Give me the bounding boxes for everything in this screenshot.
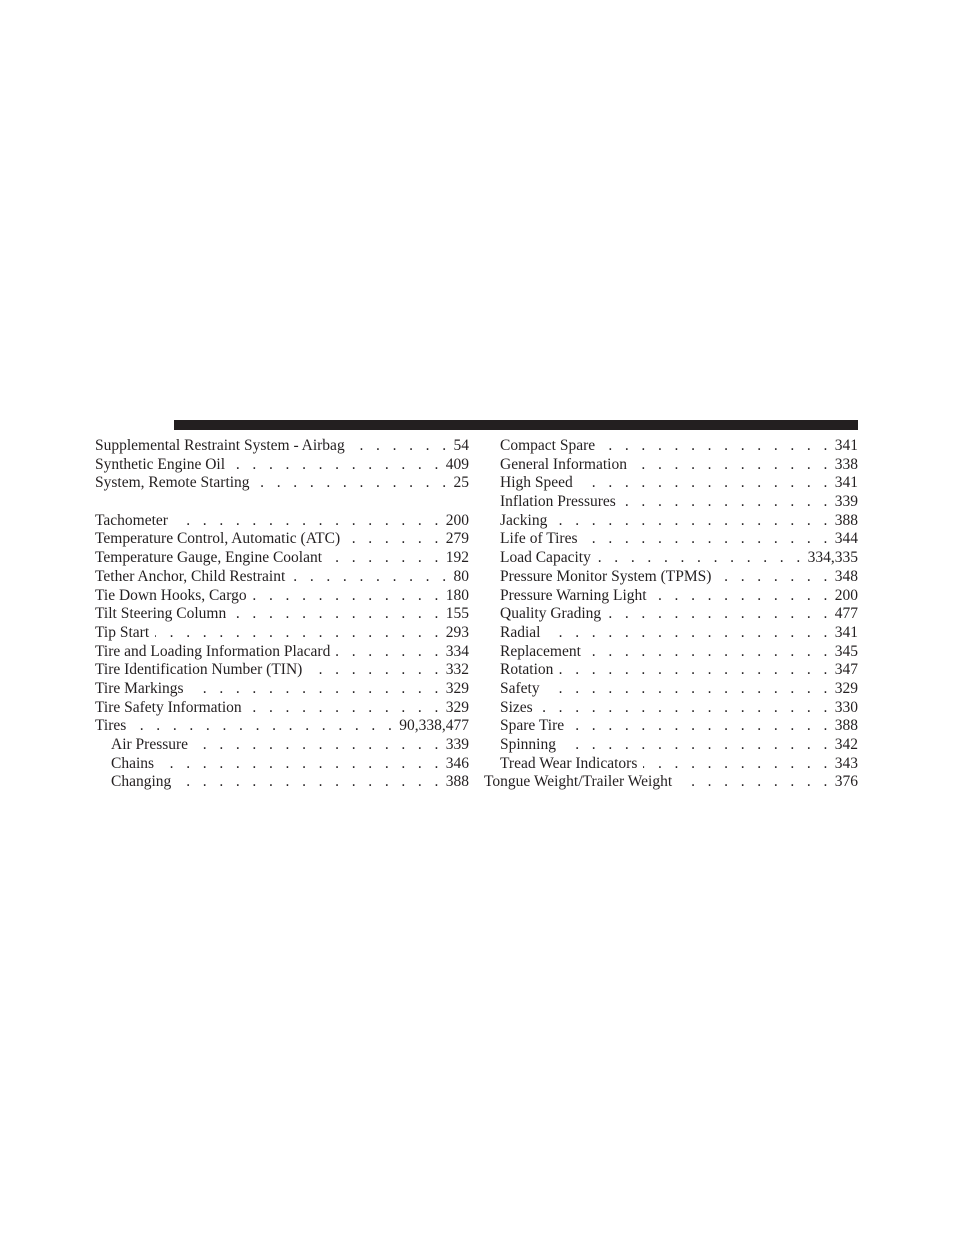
dot-leader [643, 755, 831, 774]
dot-leader [253, 587, 443, 606]
index-term: General Information [500, 455, 627, 473]
index-term: Rotation [500, 661, 554, 679]
index-entry [484, 773, 858, 792]
index-subentry [484, 568, 858, 587]
dot-leader [559, 661, 831, 680]
index-subentry [484, 437, 858, 456]
index-term: Tip Start [95, 623, 150, 641]
dot-leader [633, 456, 832, 475]
dot-leader [132, 717, 396, 736]
page-number: 155 [445, 605, 469, 623]
page-number: 388 [834, 717, 858, 735]
page-number: 341 [834, 474, 858, 492]
dot-leader [607, 605, 832, 624]
index-term: Replacement [500, 642, 581, 660]
dot-leader [177, 773, 442, 792]
dot-leader [601, 437, 832, 456]
dot-leader [190, 680, 443, 699]
page-number: 54 [453, 437, 469, 454]
index-subentry [484, 587, 858, 606]
index-subentry [484, 493, 858, 512]
page-number: 339 [834, 493, 858, 511]
index-term: Chains [111, 754, 155, 772]
index-entry [95, 661, 469, 680]
page-number: 332 [445, 661, 469, 679]
index-entry [95, 717, 469, 736]
index-column-right [484, 437, 858, 792]
index-term: Changing [111, 773, 172, 791]
page-number: 192 [445, 549, 469, 567]
dot-leader [562, 736, 832, 755]
index-term: Tire Identification Number (TIN) [95, 661, 303, 679]
page-number: 341 [834, 623, 858, 641]
dot-leader [291, 568, 450, 587]
header-bar [174, 420, 858, 430]
index-term: Pressure Monitor System (TPMS) [500, 567, 712, 585]
page-number: 329 [445, 698, 469, 716]
index-subentry [484, 512, 858, 531]
index-subentry [484, 474, 858, 493]
index-entry [95, 624, 469, 643]
index-term: Pressure Warning Light [500, 586, 647, 604]
dot-leader [579, 474, 832, 493]
index-term: Tires [95, 717, 127, 735]
page-number: 409 [445, 455, 469, 473]
index-subentry [95, 773, 469, 792]
dot-leader [584, 530, 832, 549]
page-number: 347 [834, 661, 858, 679]
page-number: 345 [834, 642, 858, 660]
page-number: 477 [834, 605, 858, 623]
page-number: 348 [834, 567, 858, 585]
dot-leader [160, 755, 443, 774]
page-number: 334 [445, 642, 469, 660]
dot-leader [174, 512, 443, 531]
dot-leader [351, 437, 451, 456]
index-term: Temperature Control, Automatic (ATC) [95, 530, 341, 548]
index-subentry [484, 680, 858, 699]
page-number: 342 [834, 736, 858, 753]
index-subentry [95, 736, 469, 755]
index-entry [95, 643, 469, 662]
page-number: 293 [445, 623, 469, 641]
page-number: 90,338,477 [399, 717, 469, 735]
dot-leader [546, 680, 832, 699]
index-entry [95, 474, 469, 493]
page-number: 388 [834, 511, 858, 529]
index-term: Synthetic Engine Oil [95, 455, 226, 473]
index-entry [95, 568, 469, 587]
dot-leader [155, 624, 443, 643]
index-subentry [484, 605, 858, 624]
index-term: Safety [500, 679, 540, 697]
dot-leader [232, 605, 443, 624]
index-entry [95, 699, 469, 718]
index-term: Tie Down Hooks, Cargo [95, 586, 247, 604]
dot-leader [570, 717, 832, 736]
index-subentry [484, 624, 858, 643]
page-number: 25 [453, 474, 469, 492]
page-number: 200 [834, 586, 858, 604]
index-subentry [484, 643, 858, 662]
index-column-left [95, 437, 469, 792]
index-term: Tire Safety Information [95, 698, 242, 716]
index-term: Sizes [500, 698, 533, 716]
index-term: Tread Wear Indicators [500, 754, 638, 772]
index-term: Load Capacity [500, 549, 591, 567]
index-term: Quality Grading [500, 605, 602, 623]
index-subentry [484, 456, 858, 475]
page-number: 334,335 [807, 549, 858, 567]
index-entry [95, 437, 469, 456]
index-subentry [484, 530, 858, 549]
index-term: Tire and Loading Information Placard [95, 642, 331, 660]
index-subentry [95, 755, 469, 774]
index-subentry [484, 661, 858, 680]
page-number: 344 [834, 530, 858, 548]
index-subentry [484, 549, 858, 568]
index-term: System, Remote Starting [95, 474, 250, 492]
index-term: Compact Spare [500, 437, 596, 454]
dot-leader [546, 624, 831, 643]
index-term: Jacking [500, 511, 548, 529]
page-number: 279 [445, 530, 469, 548]
dot-leader [587, 643, 832, 662]
page-number: 341 [834, 437, 858, 454]
index-term: Spare Tire [500, 717, 565, 735]
index-entry [95, 530, 469, 549]
index-subentry [484, 736, 858, 755]
dot-leader [194, 736, 443, 755]
page-number: 329 [834, 679, 858, 697]
index-subentry [484, 699, 858, 718]
page-number: 329 [445, 679, 469, 697]
dot-leader [597, 549, 805, 568]
index-entry [95, 512, 469, 531]
dot-leader [346, 530, 443, 549]
page-number: 338 [834, 455, 858, 473]
index-term: Radial [500, 623, 541, 641]
index-term: Tongue Weight/Trailer Weight [484, 773, 673, 791]
index-term: Tachometer [95, 511, 168, 529]
page-number: 388 [445, 773, 469, 791]
page-number: 376 [834, 773, 858, 791]
dot-leader [622, 493, 832, 512]
index-term: Temperature Gauge, Engine Coolant [95, 549, 323, 567]
index-subentry [484, 717, 858, 736]
page-number: 330 [834, 698, 858, 716]
dot-leader [328, 549, 443, 568]
dot-leader [336, 643, 442, 662]
dot-leader [678, 773, 832, 792]
dot-leader [231, 456, 443, 475]
page-number: 339 [445, 736, 469, 753]
dot-leader [653, 587, 832, 606]
index-term: Tilt Steering Column [95, 605, 227, 623]
dot-leader [553, 512, 831, 531]
index-entry [95, 587, 469, 606]
index-entry [95, 456, 469, 475]
dot-leader [248, 699, 443, 718]
index-term: Inflation Pressures [500, 493, 616, 511]
index-term: Life of Tires [500, 530, 578, 548]
page-number: 343 [834, 754, 858, 772]
index-entry [95, 549, 469, 568]
page-number: 180 [445, 586, 469, 604]
index-term: Spinning [500, 736, 556, 753]
index-term: Supplemental Restraint System - Airbag [95, 437, 345, 454]
dot-leader [539, 699, 832, 718]
index-subentry [484, 755, 858, 774]
index-entry [95, 680, 469, 699]
index-term: High Speed [500, 474, 573, 492]
index-term: Tether Anchor, Child Restraint [95, 567, 286, 585]
page-number: 80 [453, 567, 469, 585]
page-number: 346 [445, 754, 469, 772]
index-term: Air Pressure [111, 736, 189, 753]
dot-leader [256, 474, 451, 493]
page-number: 200 [445, 511, 469, 529]
dot-leader [308, 661, 442, 680]
dot-leader [717, 568, 831, 587]
index-term: Tire Markings [95, 679, 184, 697]
index-entry [95, 605, 469, 624]
